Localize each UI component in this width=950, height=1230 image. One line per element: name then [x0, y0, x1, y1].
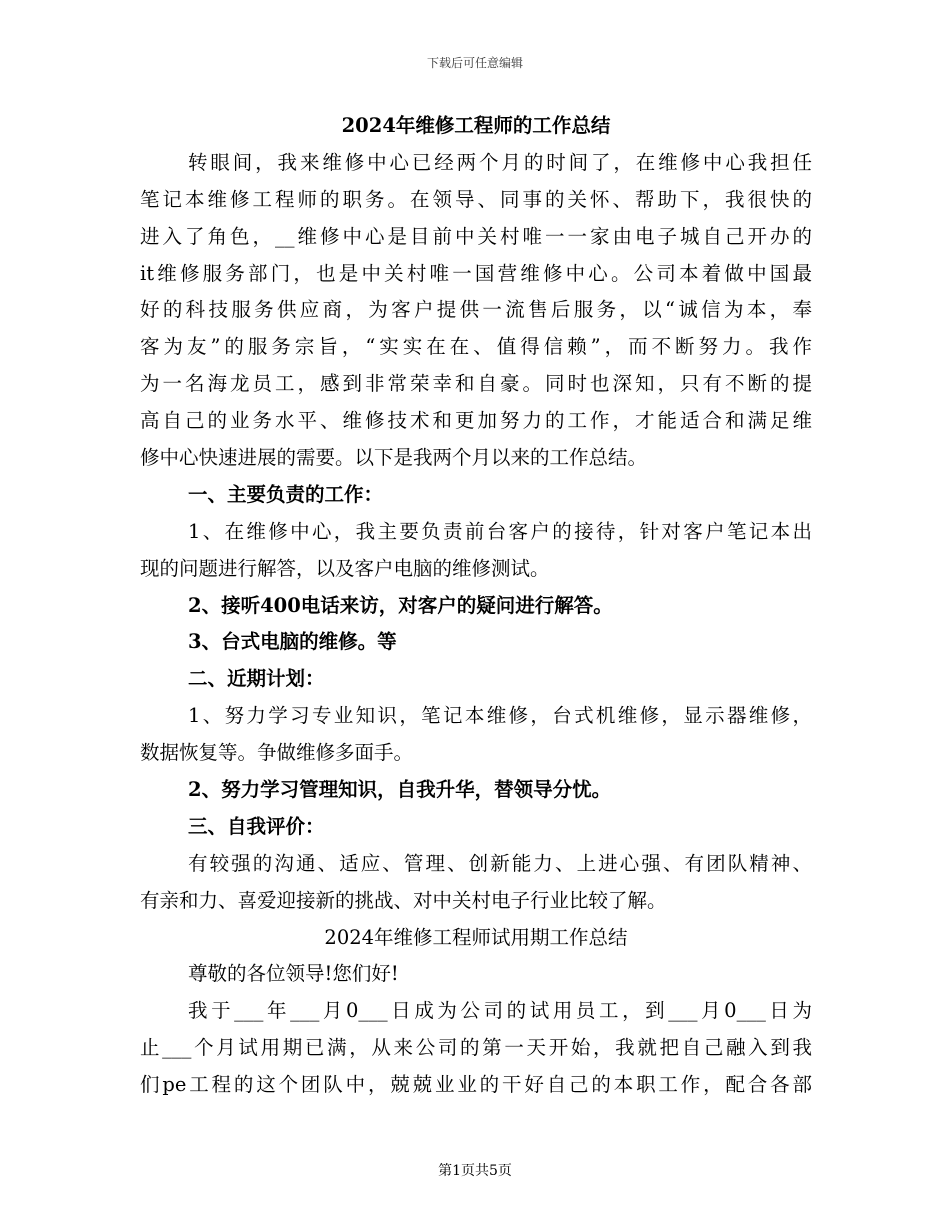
list-item-line: 1、在维修中心，我主要负责前台客户的接待，针对客户笔记本出	[188, 519, 812, 543]
section-heading-duties: 一、主要负责的工作：	[188, 482, 384, 506]
paragraph-line: 止___个月试用期已满，从来公司的第一天开始，我就把自己融入到我	[140, 1036, 812, 1060]
paragraph-line: 为一名海龙员工，感到非常荣幸和自豪。同时也深知，只有不断的提	[140, 372, 812, 396]
list-item: 2、接听400电话来访，对客户的疑问进行解答。	[188, 593, 613, 617]
paragraph-line: 进入了角色，__维修中心是目前中关村唯一一家由电子城自己开办的	[140, 224, 812, 248]
second-title: 2024年维修工程师试用期工作总结	[324, 925, 628, 949]
paragraph-line: 有较强的沟通、适应、管理、创新能力、上进心强、有团队精神、	[188, 851, 812, 875]
list-item-line: 1、努力学习专业知识，笔记本维修，台式机维修，显示器维修，	[188, 704, 812, 728]
page-number: 第1页共5页	[438, 1163, 512, 1179]
list-item: 2、努力学习管理知识，自我升华，替领导分忧。	[188, 778, 612, 802]
list-item-line: 数据恢复等。争做维修多面手。	[140, 741, 414, 765]
document-title: 2024年维修工程师的工作总结	[341, 114, 611, 137]
document-body	[140, 108, 812, 1104]
section-heading-plans: 二、近期计划：	[188, 667, 325, 691]
paragraph-line: 高自己的业务水平、维修技术和更加努力的工作，才能适合和满足维	[140, 409, 812, 433]
greeting: 尊敬的各位领导!您们好!	[188, 962, 399, 986]
paragraph-line: 有亲和力、喜爱迎接新的挑战、对中关村电子行业比较了解。	[140, 888, 667, 912]
paragraph-line: 转眼间，我来维修中心已经两个月的时间了，在维修中心我担任	[188, 150, 812, 174]
paragraph-line: 客为友”的服务宗旨，“实实在在、值得信赖”，而不断努力。我作	[140, 335, 812, 359]
paragraph-line: 我于___年___月0___日成为公司的试用员工，到___月0___日为	[188, 999, 812, 1023]
paragraph-line: 们pe工程的这个团队中，兢兢业业的干好自己的本职工作，配合各部	[140, 1073, 812, 1097]
list-item-line: 现的问题进行解答，以及客户电脑的维修测试。	[140, 556, 550, 580]
paragraph-line: 笔记本维修工程师的职务。在领导、同事的关怀、帮助下，我很快的	[140, 187, 812, 211]
list-item: 3、台式电脑的维修。等	[188, 630, 397, 654]
paragraph-line: 修中心快速进展的需要。以下是我两个月以来的工作总结。	[140, 446, 648, 470]
section-heading-evaluation: 三、自我评价：	[188, 814, 325, 838]
paragraph-line: it维修服务部门，也是中关村唯一国营维修中心。公司本着做中国最	[140, 261, 812, 285]
paragraph-line: 好的科技服务供应商，为客户提供一流售后服务，以“诚信为本，奉	[140, 298, 812, 322]
header-note: 下载后可任意编辑	[426, 56, 523, 70]
